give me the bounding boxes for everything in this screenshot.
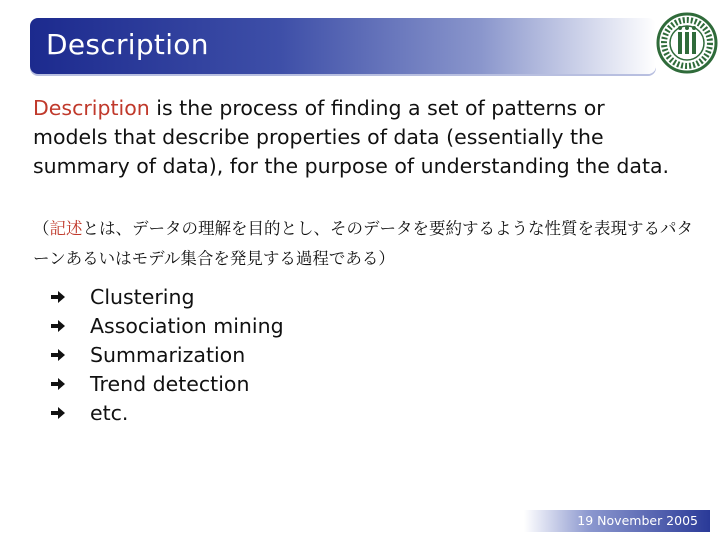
japanese-open-paren: （ <box>33 219 50 238</box>
bullet-list <box>50 282 284 427</box>
paragraph-text: is the process of finding a set of patterns or models that describe properties of data (essentially the summary of data), for the purpose of understanding the data. <box>33 96 670 178</box>
right-arrow-icon <box>50 289 66 305</box>
bullet-label: Summarization <box>90 342 246 367</box>
footer-bar <box>524 510 710 532</box>
right-arrow-icon <box>50 347 66 363</box>
bullet-label: Trend detection <box>90 371 250 396</box>
bullet-label: etc. <box>90 400 129 425</box>
bullet-label: Clustering <box>90 284 195 309</box>
japanese-explanation <box>33 214 693 274</box>
bullet-label: Association mining <box>90 313 284 338</box>
university-seal-logo <box>656 12 718 74</box>
list-item <box>50 340 284 369</box>
highlighted-term: Description <box>33 96 150 120</box>
list-item <box>50 311 284 340</box>
right-arrow-icon <box>50 405 66 421</box>
list-item <box>50 398 284 427</box>
right-arrow-icon <box>50 376 66 392</box>
description-paragraph <box>33 94 673 181</box>
japanese-highlighted-term: 記述 <box>49 219 83 238</box>
list-item <box>50 369 284 398</box>
title-bar <box>30 18 656 74</box>
list-item <box>50 282 284 311</box>
footer-date: 19 November 2005 <box>577 513 698 528</box>
slide-title: Description <box>46 28 209 61</box>
japanese-text: とは、データの理解を目的とし、そのデータを要約するような性質を表現するパターンあるいはモデル集合を発見する過程である） <box>33 219 693 268</box>
right-arrow-icon <box>50 318 66 334</box>
